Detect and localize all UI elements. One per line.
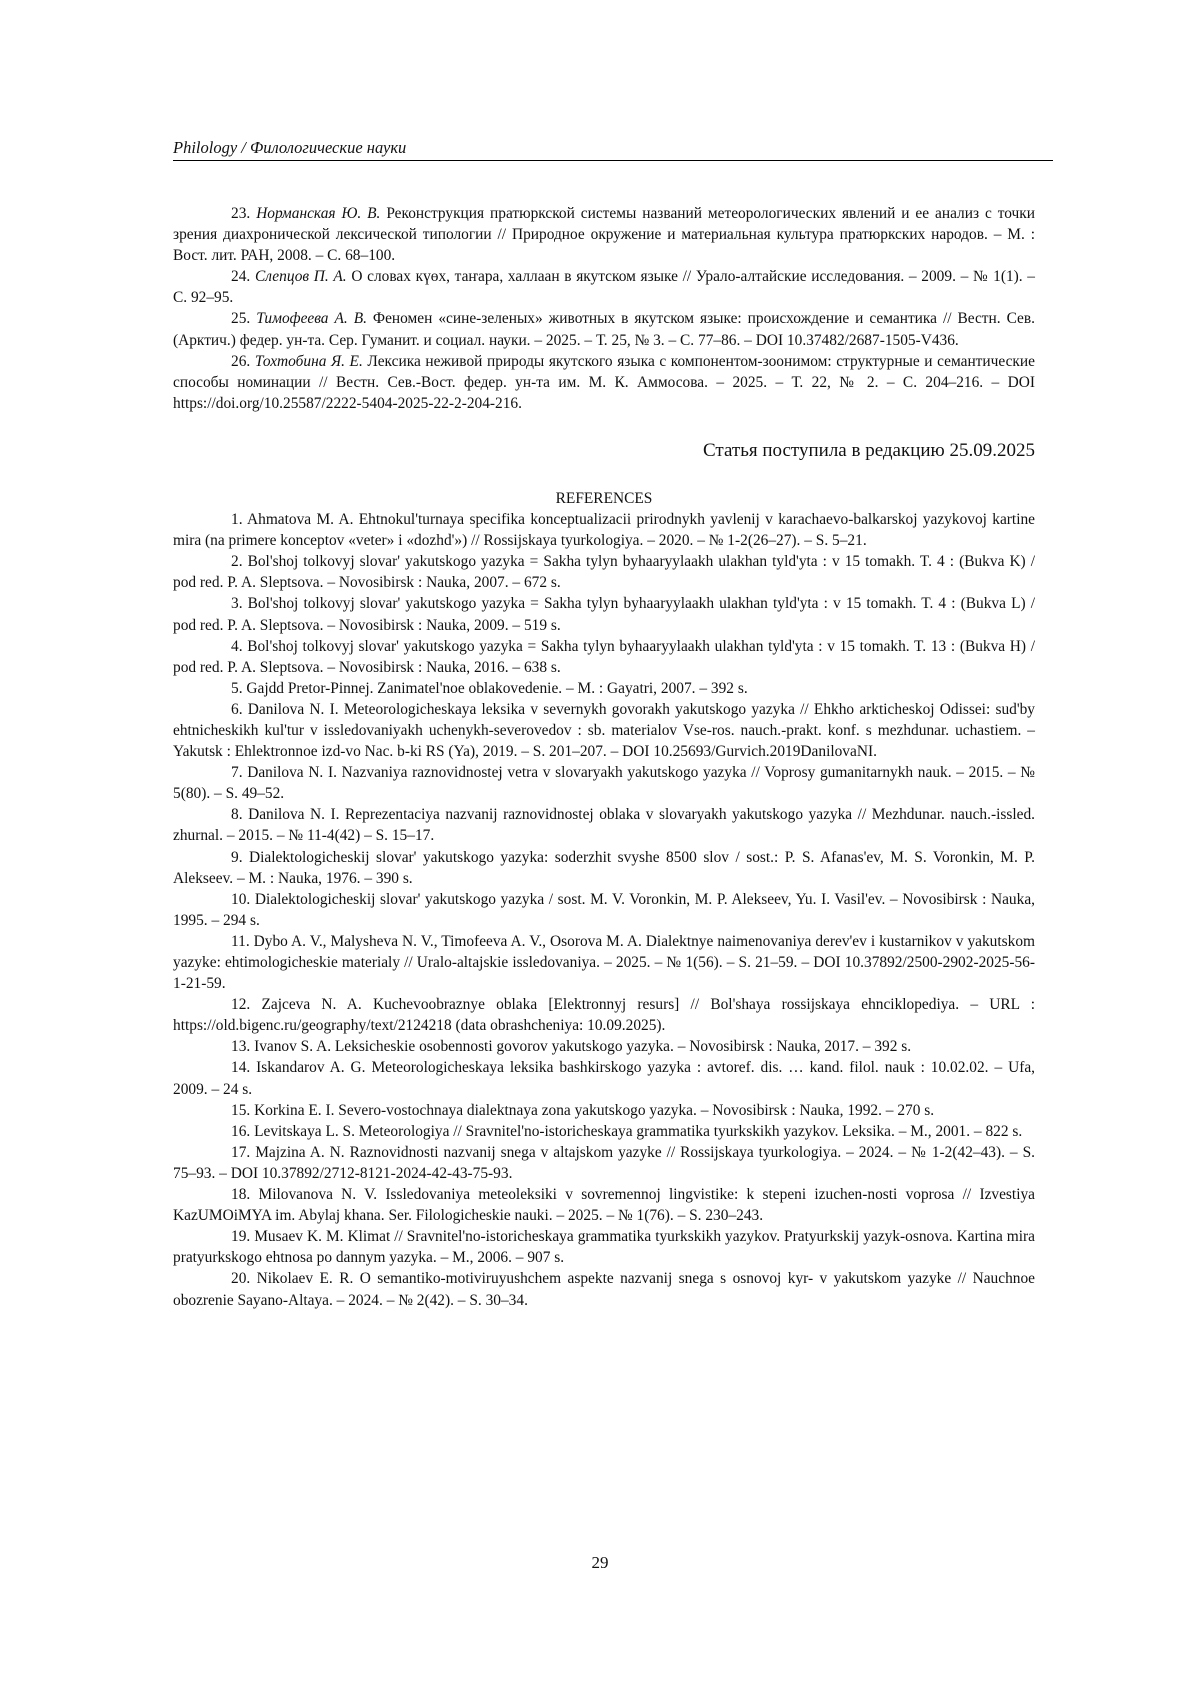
page-body [173,203,1035,1311]
reference-item: 11. Dybo A. V., Malysheva N. V., Timofeeva A. V., Osorova M. A. Dialektnye naimenovaniya derev'ev i kustarnikov v yakutskom yazyke: ehtimologicheskie materialy // Uralo-altajskie issledovaniya. – 2025. – № 1(56). – S. 21–59. – DOI 10.37892/2500-2902-2025-56-1-21-59. [173,932,1035,993]
reference-item: 19. Musaev K. M. Klimat // Sravnitel'no-istoricheskaya grammatika tyurkskikh yazykov. Pratyurkskij yazyk-osnova. Kartina mira pratyurkskogo ehtnosa po dannym yazyka. – M., 2006. – 907 s. [173,1228,1035,1267]
running-header: Philology / Филологические науки [173,138,1053,161]
reference-item: 4. Bol'shoj tolkovyj slovar' yakutskogo yazyka = Sakha tylyn byhaaryylaakh ulakhan tyld'yta : v 15 tomakh. T. 13 : (Bukva H) / pod red. P. A. Sleptsova. – Novosibirsk : Nauka, 2016. – 638 s. [173,637,1035,676]
reference-item: 18. Milovanova N. V. Issledovaniya meteoleksiki v sovremennoj lingvistike: k stepeni izuchen-nosti voprosa // Izvestiya KazUMOiMYA im. Abylaj khana. Ser. Filologicheskie nauki. – 2025. – № 1(76). – S. 230–243. [173,1186,1035,1225]
reference-item: 24. Слепцов П. А. О словах күөх, таҥара, халлаан в якутском языке // Урало-алтайские исследования. – 2009. – № 1(1). – С. 92–95. [173,268,1035,307]
reference-item: 9. Dialektologicheskij slovar' yakutskogo yazyka: soderzhit svyshe 8500 slov / sost.: P. S. Afanas'ev, M. S. Voronkin, M. P. Alekseev. – M. : Nauka, 1976. – 390 s. [173,848,1035,887]
reference-item: 20. Nikolaev E. R. O semantiko-motiviruyushchem aspekte nazvanij snega s osnovoj kyr- v yakutskom yazyke // Nauchnoe obozrenie Sayano-Altaya. – 2024. – № 2(42). – S. 30–34. [173,1270,1035,1309]
reference-item: 13. Ivanov S. A. Leksicheskie osobennosti govorov yakutskogo yazyka. – Novosibirsk : Nauka, 2017. – 392 s. [231,1038,912,1056]
reference-item: 7. Danilova N. I. Nazvaniya raznovidnostej vetra v slovaryakh yakutskogo yazyka // Voprosy gumanitarnykh nauk. – 2015. – № 5(80). – S. 49–52. [173,764,1035,803]
reference-item: 6. Danilova N. I. Meteorologicheskaya leksika v severnykh govorakh yakutskogo yazyka // Ehkho arkticheskoj Odissei: sud'by ehtnicheskikh kul'tur v issledovaniyakh uchenykh-severovedov : sb. materialov Vse-ros. nauch.-prakt. konf. s mezhdunar. uchastiem. – Yakutsk : Ehlektronnoe izd-vo Nac. b-ki RS (Ya), 2019. – S. 201–207. – DOI 10.25693/Gurvich.2019DanilovaNI. [173,700,1035,761]
reference-item: 15. Korkina E. I. Severo-vostochnaya dialektnaya zona yakutskogo yazyka. – Novosibirsk : Nauka, 1992. – 270 s. [231,1101,935,1119]
reference-item: 8. Danilova N. I. Reprezentaciya nazvanij raznovidnostej oblaka v slovaryakh yakutskogo yazyka // Mezhdunar. nauch.-issled. zhurnal. – 2015. – № 11-4(42) – S. 15–17. [173,806,1035,845]
reference-item: 3. Bol'shoj tolkovyj slovar' yakutskogo yazyka = Sakha tylyn byhaaryylaakh ulakhan tyld'yta : v 15 tomakh. T. 4 : (Bukva L) / pod red. P. A. Sleptsova. – Novosibirsk : Nauka, 2009. – 519 s. [173,595,1035,634]
reference-item: 17. Majzina A. N. Raznovidnosti nazvanij snega v altajskom yazyke // Rossijskaya tyurkologiya. – 2024. – № 1-2(42–43). – S. 75–93. – DOI 10.37892/2712-8121-2024-42-43-75-93. [173,1143,1035,1182]
page-number: 29 [591,1553,609,1572]
reference-item: 1. Ahmatova M. A. Ehtnokul'turnaya specifika konceptualizacii prirodnykh yavlenij v karachaevo-balkarskoj yazykovoj kartine mira (na primere konceptov «veter» i «dozhd'») // Rossijskaya tyurkologiya. – 2020. – № 1-2(26–27). – S. 5–21. [173,511,1035,550]
received-note: Статья поступила в редакцию 25.09.2025 [703,439,1035,461]
references-ru-list [173,203,1035,414]
references-en-list [173,509,1035,1311]
reference-item: 25. Тимофеева А. В. Феномен «сине-зеленых» животных в якутском языке: происхождение и семантика // Вестн. Сев. (Арктич.) федер. ун-та. Сер. Гуманит. и социал. науки. – 2025. – Т. 25, № 3. – С. 77–86. – DOI 10.37482/2687-1505-V436. [173,310,1035,349]
reference-item: 23. Норманская Ю. В. Реконструкция пратюркской системы названий метеорологических явлений и ее анализ с точки зрения диахронической лексической типологии // Природное окружение и материальная культура пратюркских народов. – М. : Вост. лит. РАН, 2008. – С. 68–100. [173,205,1035,265]
reference-item: 26. Тохтобина Я. Е. Лексика неживой природы якутского языка с компонентом-зоонимом: структурные и семантические способы номинации // Вестн. Сев.-Вост. федер. ун-та им. М. К. Аммосова. – 2025. – Т. 22, № 2. – С. 204–216. – DOI https://doi.org/10.25587/2222-5404-2025-22-2-204-216. [173,352,1035,412]
reference-item: 5. Gajdd Pretor-Pinnej. Zanimatel'noe oblakovedenie. – M. : Gayatri, 2007. – 392 s. [231,679,748,697]
references-heading: REFERENCES [555,489,653,507]
reference-item: 14. Iskandarov A. G. Meteorologicheskaya leksika bashkirskogo yazyka : avtoref. dis. … kand. filol. nauk : 10.02.02. – Ufa, 2009. – 24 s. [173,1059,1035,1098]
reference-item: 2. Bol'shoj tolkovyj slovar' yakutskogo yazyka = Sakha tylyn byhaaryylaakh ulakhan tyld'yta : v 15 tomakh. T. 4 : (Bukva K) / pod red. P. A. Sleptsova. – Novosibirsk : Nauka, 2007. – 672 s. [173,553,1035,592]
reference-item: 12. Zajceva N. A. Kuchevoobraznye oblaka [Elektronnyj resurs] // Bol'shaya rossijskaya ehnciklopediya. – URL : https://old.bigenc.ru/geography/text/2124218 (data obrashcheniya: 10.09.2025). [173,996,1035,1035]
reference-item: 16. Levitskaya L. S. Meteorologiya // Sravnitel'no-istoricheskaya grammatika tyurkskikh yazykov. Leksika. – M., 2001. – 822 s. [231,1122,1023,1140]
reference-item: 10. Dialektologicheskij slovar' yakutskogo yazyka / sost. M. V. Voronkin, M. P. Alekseev, Yu. I. Vasil'ev. – Novosibirsk : Nauka, 1995. – 294 s. [173,890,1035,929]
